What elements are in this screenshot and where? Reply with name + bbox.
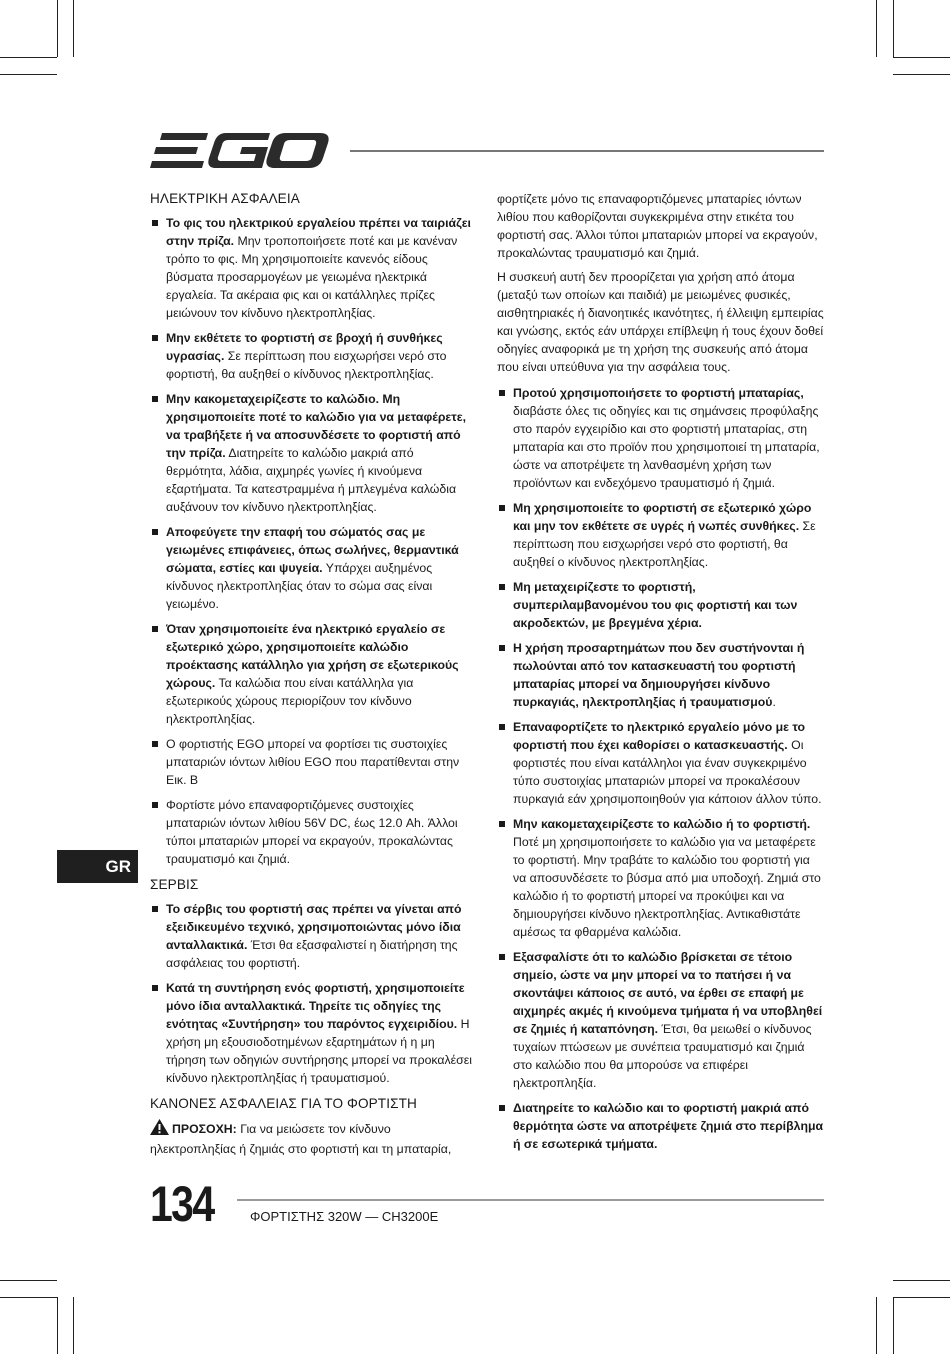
- crop-mark: [57, 1297, 58, 1354]
- section-heading-service: ΣΕΡΒΙΣ: [150, 877, 199, 892]
- list-item: Προτού χρησιμοποιήσετε το φορτιστή μπαταρίας, διαβάστε όλες τις οδηγίες και τις σημάνσεις προφύλαξης στο παρόν εγχειρίδιο και στο φορτιστή μπαταρίας, στη μπαταρία και στο προϊόν που χρησιμοποιεί τη μπαταρία, ώστε να αποτρέψετε τη λανθασμένη χρήση των προϊόντων και ενδεχόμενο τραυματισμό ή ζημιά.: [497, 384, 824, 492]
- list-item: Μην κακομεταχειρίζεστε το καλώδιο ή το φορτιστή. Ποτέ μη χρησιμοποιήσετε το καλώδιο για να μεταφέρετε το φορτιστή. Μην τραβάτε το καλώδιο του φορτιστή για να αποσυνδέσετε το βύσμα από μια υποδοχή. Ζημιά στο καλώδιο ή το φορτιστή μπορεί να προκύψει και να δημιουργήσει κίνδυνο ηλεκτροπληξίας. Αντικαθιστάτε αμέσως τα φθαρμένα καλώδια.: [497, 815, 824, 941]
- charger-safety-list: [497, 384, 824, 1153]
- crop-mark: [893, 1297, 950, 1298]
- footer-rule: [237, 1199, 824, 1201]
- ego-logo: [150, 131, 330, 171]
- section-heading-electrical-safety: ΗΛΕΚΤΡΙΚΗ ΑΣΦΑΛΕΙΑ: [150, 191, 300, 206]
- crop-mark: [0, 57, 57, 58]
- service-list: [150, 900, 473, 1087]
- crop-mark: [73, 0, 74, 57]
- right-column: [497, 190, 824, 1160]
- crop-mark: [893, 1297, 894, 1354]
- crop-mark: [0, 1280, 57, 1281]
- list-item: Μην κακομεταχειρίζεστε το καλώδιο. Μη χρησιμοποιείτε ποτέ το καλώδιο για να μεταφέρετε, να τραβήξετε ή να αποσυνδέσετε το φορτιστή από την πρίζα. Διατηρείτε το καλώδιο μακριά από θερμότητα, λάδια, αιχμηρές γωνίες ή κινούμενα εξαρτήματα. Τα κατεστραμμένα ή μπλεγμένα καλώδια αυξάνουν τον κίνδυνο ηλεκτροπληξίας.: [150, 390, 473, 516]
- warning-triangle-icon: [150, 1119, 169, 1140]
- section-heading-charger-safety: ΚΑΝΟΝΕΣ ΑΣΦΑΛΕΙΑΣ ΓΙΑ ΤΟ ΦΟΡΤΙΣΤΗ: [150, 1096, 417, 1111]
- list-item: Μη χρησιμοποιείτε το φορτιστή σε εξωτερικό χώρο και μην τον εκθέτετε σε υγρές ή νωπές συνθήκες. Σε περίπτωση που εισχωρήσει νερό στο φορτιστή, θα αυξηθεί ο κίνδυνος ηλεκτροπληξίας.: [497, 499, 824, 571]
- crop-mark: [893, 57, 950, 58]
- left-column: [150, 190, 473, 1158]
- list-item: Ο φορτιστής EGO μπορεί να φορτίσει τις συστοιχίες μπαταριών ιόντων λιθίου EGO που παρατίθενται στην Εικ. B: [150, 735, 473, 789]
- list-item: Μη μεταχειρίζεστε το φορτιστή, συμπεριλαμβανομένου του φις φορτιστή και των ακροδεκτών, με βρεγμένα χέρια.: [497, 578, 824, 632]
- warning-text: Για να μειώσετε τον κίνδυνο ηλεκτροπληξίας ή ζημιάς στο φορτιστή και τη μπαταρία,: [150, 1122, 452, 1156]
- crop-mark: [893, 74, 950, 75]
- list-item: Κατά τη συντήρηση ενός φορτιστή, χρησιμοποιείτε μόνο ίδια ανταλλακτικά. Τηρείτε τις οδηγίες της ενότητας «Συντήρηση» του παρόντος εγχειριδίου. Η χρήση μη εξουσιοδοτημένων εξαρτημάτων ή η μη τήρηση των οδηγιών συντήρησης μπορεί να προκαλέσει κίνδυνο ηλεκτροπληξίας ή τραυματισμού.: [150, 979, 473, 1087]
- electrical-safety-list: [150, 214, 473, 868]
- warning-paragraph: [150, 1119, 473, 1158]
- language-tab: GR: [57, 850, 138, 883]
- crop-mark: [57, 0, 58, 57]
- list-item: Επαναφορτίζετε το ηλεκτρικό εργαλείο μόνο με το φορτιστή που έχει καθορίσει ο κατασκευαστής. Οι φορτιστές που είναι κατάλληλοι για έναν συγκεκριμένο τύπο συστοιχίας μπαταριών μπορεί να προκαλέσουν πυρκαγιά εάν χρησιμοποιηθούν για κάποιον άλλον τύπο.: [497, 718, 824, 808]
- list-item: Η χρήση προσαρτημάτων που δεν συστήνονται ή πωλούνται από τον κατασκευαστή του φορτιστή μπαταρίας μπορεί να δημιουργήσει κίνδυνο πυρκαγιάς, ηλεκτροπληξίας ή τραυματισμού.: [497, 639, 824, 711]
- paragraph: Η συσκευή αυτή δεν προορίζεται για χρήση από άτομα (μεταξύ των οποίων και παιδιά) με μειωμένες φυσικές, αισθητηριακές ή διανοητικές ικανότητες, ή έλλειψη εμπειρίας και γνώσης, εκτός εάν υπάρχει επίβλεψη ή τους έχουν δοθεί οδηγίες αναφορικά με τη χρήση της συσκευής από άτομα που είναι υπεύθυνα για την ασφάλεια τους.: [497, 270, 824, 374]
- crop-mark: [73, 1297, 74, 1354]
- paragraph: φορτίζετε μόνο τις επαναφορτιζόμενες μπαταρίες ιόντων λιθίου που καθορίζονται συγκεκριμένα στην ετικέτα του φορτιστή σας. Άλλοι τύποι μπαταριών μπορεί να εκραγούν, προκαλώντας τραυματισμό και ζημιά.: [497, 192, 818, 260]
- page-number: 134: [150, 1176, 214, 1232]
- crop-mark: [0, 1297, 57, 1298]
- list-item: Διατηρείτε το καλώδιο και το φορτιστή μακριά από θερμότητα ώστε να αποτρέψετε ζημιά στο περίβλημα ή σε εσωτερικά τμήματα.: [497, 1099, 824, 1153]
- crop-mark: [876, 0, 877, 57]
- header-rule: [350, 150, 824, 152]
- list-item: Φορτίστε μόνο επαναφορτιζόμενες συστοιχίες μπαταριών ιόντων λιθίου 56V DC, έως 12.0 Ah. Άλλοι τύποι μπαταριών μπορεί να εκραγούν, προκαλώντας τραυματισμό και ζημιά.: [150, 796, 473, 868]
- crop-mark: [893, 1280, 950, 1281]
- list-item: Το σέρβις του φορτιστή σας πρέπει να γίνεται από εξειδικευμένο τεχνικό, χρησιμοποιώντας μόνο ίδια ανταλλακτικά. Έτσι θα εξασφαλιστεί η διατήρηση της ασφάλειας του φορτιστή.: [150, 900, 473, 972]
- list-item: Το φις του ηλεκτρικού εργαλείου πρέπει να ταιριάζει στην πρίζα. Μην τροποποιήσετε ποτέ και με κανέναν τρόπο το φις. Μη χρησιμοποιείτε κανενός είδους βύσματα προσαρμογέων με γειωμένα ηλεκτρικά εργαλεία. Τα ακέραια φις και οι κατάλληλες πρίζες μειώνουν τον κίνδυνο ηλεκτροπληξίας.: [150, 214, 473, 322]
- list-item: Μην εκθέτετε το φορτιστή σε βροχή ή συνθήκες υγρασίας. Σε περίπτωση που εισχωρήσει νερό στο φορτιστή, θα αυξηθεί ο κίνδυνος ηλεκτροπληξίας.: [150, 329, 473, 383]
- crop-mark: [0, 74, 57, 75]
- warning-label: ΠΡΟΣΟΧΗ:: [172, 1122, 237, 1136]
- crop-mark: [893, 0, 894, 57]
- footer-title: ΦΟΡΤΙΣΤΗΣ 320W — CH3200E: [250, 1209, 439, 1224]
- list-item: Εξασφαλίστε ότι το καλώδιο βρίσκεται σε τέτοιο σημείο, ώστε να μην μπορεί να το πατήσει ή να σκοντάψει κάποιος σε αυτό, να έρθει σε επαφή με αιχμηρές ακμές ή κινούμενα τμήματα ή να υποβληθεί σε ζημιές ή καταπόνηση. Έτσι, θα μειωθεί ο κίνδυνος τυχαίων πτώσεων με συνέπεια τραυματισμό και ζημιά στο καλώδιο που θα μπορούσε να επιφέρει ηλεκτροπληξία.: [497, 948, 824, 1092]
- list-item: Αποφεύγετε την επαφή του σώματός σας με γειωμένες επιφάνειες, όπως σωλήνες, θερμαντικά σώματα, εστίες και ψυγεία. Υπάρχει αυξημένος κίνδυνος ηλεκτροπληξίας όταν το σώμα σας είναι γειωμένο.: [150, 523, 473, 613]
- crop-mark: [876, 1297, 877, 1354]
- list-item: Όταν χρησιμοποιείτε ένα ηλεκτρικό εργαλείο σε εξωτερικό χώρο, χρησιμοποιείτε καλώδιο προέκτασης κατάλληλο για χρήση σε εξωτερικούς χώρους. Τα καλώδια που είναι κατάλληλα για εξωτερικούς χώρους περιορίζουν τον κίνδυνο ηλεκτροπληξίας.: [150, 620, 473, 728]
